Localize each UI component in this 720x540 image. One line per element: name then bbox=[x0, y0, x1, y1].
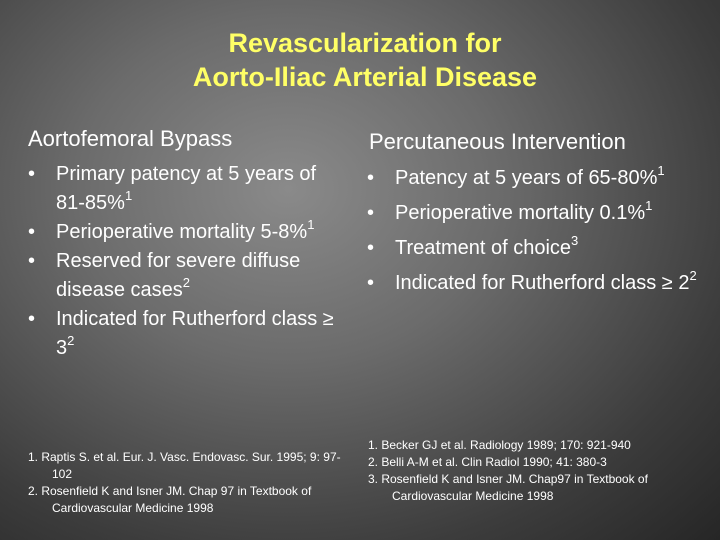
citation-superscript: 1 bbox=[657, 163, 665, 178]
citation-superscript: 2 bbox=[689, 268, 697, 283]
right-bullet-text: Treatment of choice bbox=[395, 237, 572, 259]
right-bullet-list bbox=[367, 164, 712, 298]
citation-superscript: 3 bbox=[571, 233, 579, 248]
left-bullet-item bbox=[28, 160, 350, 218]
left-column-heading: Aortofemoral Bypass bbox=[28, 126, 233, 151]
left-bullet-text: Primary patency at 5 years of 81-85% bbox=[56, 163, 317, 214]
left-references bbox=[28, 449, 350, 517]
citation-superscript: 1 bbox=[645, 198, 653, 213]
reference-item: 1. Becker GJ et al. Radiology 1989; 170: 921-940 bbox=[368, 438, 631, 452]
left-bullet-text: Reserved for severe diffuse disease cases bbox=[56, 250, 301, 301]
citation-superscript: 1 bbox=[307, 217, 315, 232]
left-bullet-item bbox=[28, 305, 350, 363]
left-bullet-list bbox=[28, 160, 350, 363]
bullet-icon: • bbox=[367, 272, 375, 294]
bullet-icon: • bbox=[367, 237, 375, 259]
right-bullet-item bbox=[367, 164, 712, 193]
bullet-icon: • bbox=[28, 163, 36, 185]
bullet-icon: • bbox=[28, 308, 36, 330]
right-references bbox=[368, 437, 708, 505]
right-column-heading: Percutaneous Intervention bbox=[369, 129, 626, 154]
title-line-2: Aorto-Iliac Arterial Disease bbox=[192, 62, 538, 92]
right-bullet-text: Indicated for Rutherford class ≥ 2 bbox=[395, 272, 690, 294]
left-bullet-item bbox=[28, 247, 350, 305]
right-bullet-item bbox=[367, 199, 712, 228]
reference-item: 3. Rosenfield K and Isner JM. Chap97 in Textbook of Cardiovascular Medicine 1998 bbox=[368, 472, 648, 503]
slide-title bbox=[0, 26, 720, 94]
right-bullet-item bbox=[367, 234, 712, 263]
right-bullet-text: Perioperative mortality 0.1% bbox=[395, 202, 646, 224]
citation-superscript: 2 bbox=[182, 275, 190, 290]
bullet-icon: • bbox=[367, 202, 375, 224]
bullet-icon: • bbox=[28, 221, 36, 243]
right-bullet-text: Patency at 5 years of 65-80% bbox=[395, 167, 658, 189]
bullet-icon: • bbox=[367, 167, 375, 189]
right-bullet-item bbox=[367, 269, 712, 298]
reference-item: 2. Belli A-M et al. Clin Radiol 1990; 41: 380-3 bbox=[368, 455, 607, 469]
citation-superscript: 1 bbox=[124, 188, 133, 203]
left-bullet-text: Indicated for Rutherford class ≥ 3 bbox=[56, 308, 334, 359]
reference-item: 1. Raptis S. et al. Eur. J. Vasc. Endovasc. Sur. 1995; 9: 97-102 bbox=[28, 450, 341, 481]
reference-item: 2. Rosenfield K and Isner JM. Chap 97 in Textbook of Cardiovascular Medicine 1998 bbox=[28, 484, 312, 515]
left-bullet-item bbox=[28, 218, 350, 247]
title-line-1: Revascularization for bbox=[228, 28, 502, 58]
citation-superscript: 2 bbox=[67, 333, 75, 348]
left-bullet-text: Perioperative mortality 5-8% bbox=[56, 221, 308, 243]
bullet-icon: • bbox=[28, 250, 36, 272]
